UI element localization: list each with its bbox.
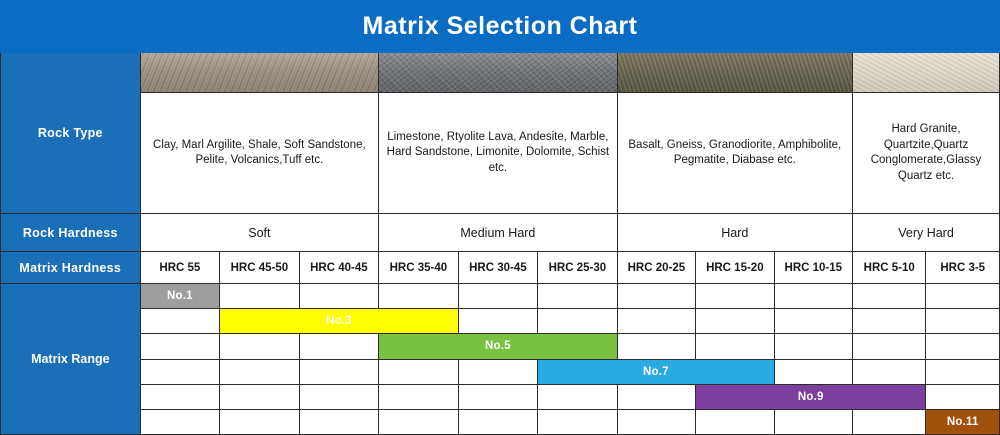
range-cell [458,409,538,434]
range-cell [299,359,379,384]
range-cell [140,359,220,384]
rock-photo-very-hard-image [853,53,999,92]
range-cell [220,409,300,434]
rock-photo-very-hard [853,53,1000,93]
matrix-range-bar-label: No.1 [141,284,220,308]
matrix-hardness-4: HRC 30-45 [458,252,538,284]
range-cell [458,384,538,409]
rock-photo-hard-image [618,53,852,92]
range-cell [220,359,300,384]
row-label-matrix-hardness: Matrix Hardness [1,252,141,284]
range-cell [774,409,852,434]
range-cell [140,409,220,434]
rock-hardness-hard: Hard [617,213,852,251]
range-cell [853,409,926,434]
rock-type-hard: Basalt, Gneiss, Granodiorite, Amphibolite, Pegmatite, Diabase etc. [617,93,852,214]
range-cell [853,309,926,334]
matrix-range-bar-no9[interactable] [696,384,926,409]
rock-type-medium: Limestone, Rtyolite Lava, Andesite, Marble, Hard Sandstone, Limonite, Dolomite, Schist etc. [379,93,618,214]
range-cell [379,384,459,409]
range-cell [853,284,926,309]
title-row [1,1,1000,53]
range-cell [140,309,220,334]
matrix-hardness-5: HRC 25-30 [538,252,618,284]
rock-hardness-soft: Soft [140,213,379,251]
range-cell [926,384,1000,409]
range-cell [220,384,300,409]
row-label-rock-type: Rock Type [1,53,141,214]
range-cell [458,309,538,334]
range-cell [696,309,774,334]
matrix-hardness-7: HRC 15-20 [696,252,774,284]
range-cell [538,309,618,334]
range-cell [538,409,618,434]
range-cell [926,359,1000,384]
rock-photo-row [1,53,1000,93]
matrix-range-row-2 [1,309,1000,334]
range-cell [140,334,220,359]
rock-type-very-hard: Hard Granite, Quartzite,Quartz Conglomerate,Glassy Quartz etc. [853,93,1000,214]
matrix-hardness-9: HRC 5-10 [853,252,926,284]
matrix-range-bar-label: No.5 [379,334,617,358]
matrix-hardness-3: HRC 35-40 [379,252,459,284]
matrix-range-row-1 [1,284,1000,309]
matrix-range-bar-no5[interactable] [379,334,618,359]
matrix-range-bar-no11[interactable] [926,409,1000,434]
matrix-hardness-6: HRC 20-25 [617,252,695,284]
range-cell [379,359,459,384]
range-cell [617,384,695,409]
matrix-hardness-2: HRC 40-45 [299,252,379,284]
range-cell [220,334,300,359]
range-cell [617,334,695,359]
page-title: Matrix Selection Chart [1,1,1000,53]
matrix-range-row-4 [1,359,1000,384]
rock-photo-hard [617,53,852,93]
rock-hardness-row [1,213,1000,251]
range-cell [696,284,774,309]
matrix-hardness-0: HRC 55 [140,252,220,284]
range-cell [774,334,852,359]
range-cell [458,284,538,309]
range-cell [299,334,379,359]
range-cell [617,409,695,434]
matrix-range-bar-no7[interactable] [538,359,774,384]
range-cell [220,284,300,309]
rock-type-soft: Clay, Marl Argilite, Shale, Soft Sandstone, Pelite, Volcanics,Tuff etc. [140,93,379,214]
range-cell [299,384,379,409]
range-cell [696,409,774,434]
range-cell [696,334,774,359]
range-cell [458,359,538,384]
range-cell [299,409,379,434]
matrix-range-row-5 [1,384,1000,409]
range-cell [774,284,852,309]
row-label-rock-hardness: Rock Hardness [1,213,141,251]
range-cell [379,284,459,309]
matrix-range-bar-no1[interactable] [140,284,220,309]
rock-photo-soft [140,53,379,93]
range-cell [538,284,618,309]
matrix-hardness-1: HRC 45-50 [220,252,300,284]
rock-photo-soft-image [141,53,379,92]
matrix-hardness-8: HRC 10-15 [774,252,852,284]
rock-hardness-medium: Medium Hard [379,213,618,251]
matrix-hardness-10: HRC 3-5 [926,252,1000,284]
range-cell [379,409,459,434]
matrix-range-row-6 [1,409,1000,434]
rock-type-row [1,93,1000,214]
range-cell [617,284,695,309]
rock-hardness-very-hard: Very Hard [853,213,1000,251]
matrix-range-row-3 [1,334,1000,359]
range-cell [140,384,220,409]
range-cell [299,284,379,309]
rock-photo-medium-image [379,53,617,92]
matrix-hardness-row [1,252,1000,284]
range-cell [617,309,695,334]
range-cell [926,284,1000,309]
range-cell [538,384,618,409]
matrix-range-bar-label: No.9 [696,385,925,409]
range-cell [853,359,926,384]
matrix-range-bar-label: No.3 [220,309,458,333]
range-cell [774,309,852,334]
matrix-range-bar-label: No.7 [538,360,773,384]
range-cell [774,359,852,384]
row-label-matrix-range: Matrix Range [1,284,141,435]
range-cell [926,309,1000,334]
matrix-range-bar-no3[interactable] [220,309,459,334]
range-cell [926,334,1000,359]
matrix-range-bar-label: No.11 [926,410,999,434]
rock-photo-medium [379,53,618,93]
range-cell [853,334,926,359]
